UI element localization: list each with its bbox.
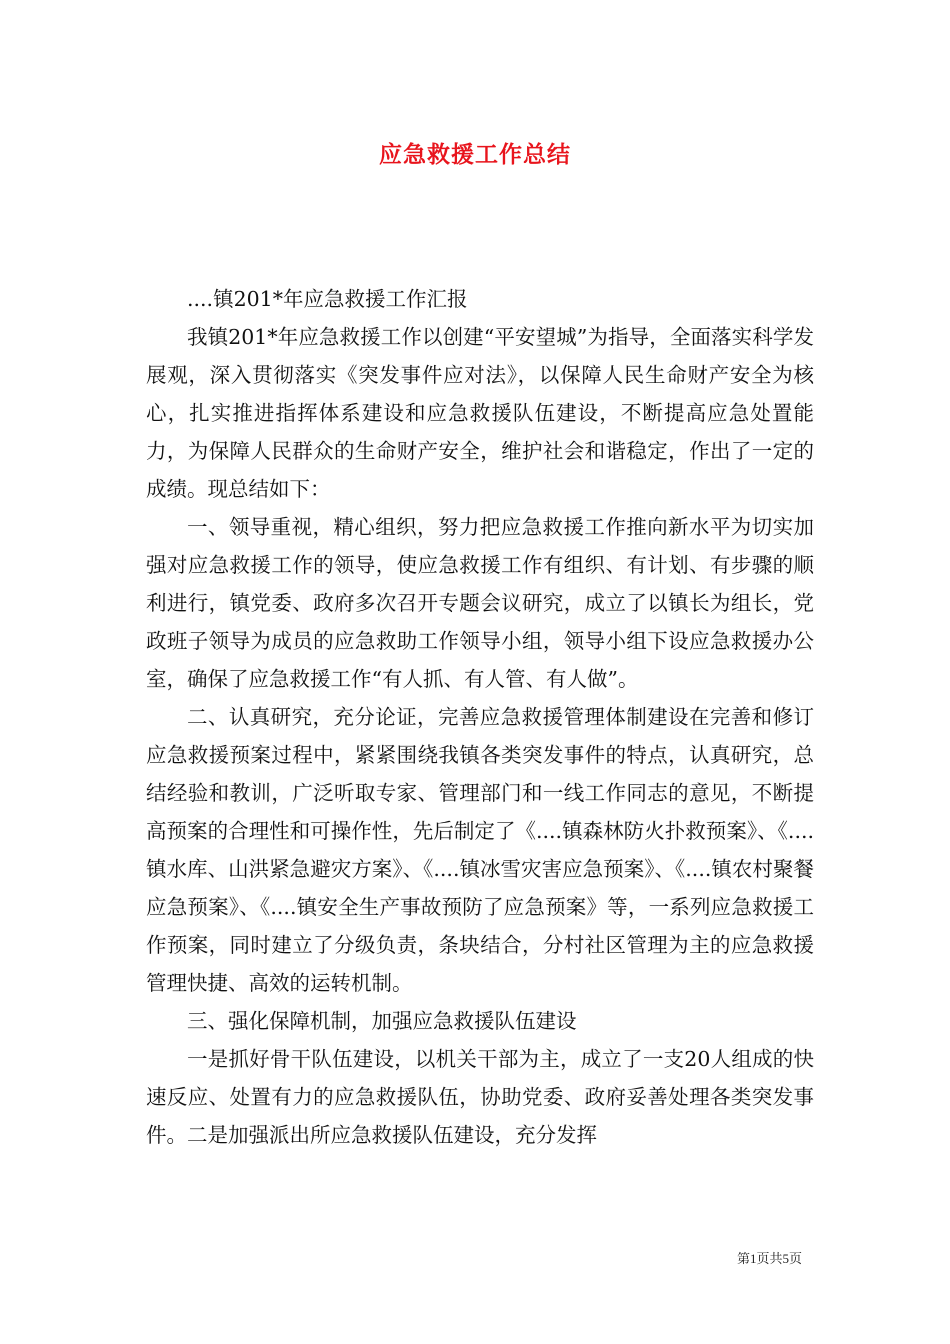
section-three-paragraph: 一是抓好骨干队伍建设，以机关干部为主，成立了一支20人组成的快速反应、处置有力的应急救援队伍，协助党委、政府妥善处理各类突发事件。二是加强派出所应急救援队伍建设，充分发挥 [146, 1047, 814, 1147]
section-three-heading: 三、强化保障机制，加强应急救援队伍建设 [187, 1009, 577, 1033]
document-body [146, 280, 814, 1154]
report-heading: ....镇201*年应急救援工作汇报 [187, 287, 468, 311]
intro-paragraph: 我镇201*年应急救援工作以创建“平安望城”为指导，全面落实科学发展观，深入贯彻落实《突发事件应对法》，以保障人民生命财产安全为核心，扎实推进指挥体系建设和应急救援队伍建设，不断提高应急处置能力，为保障人民群众的生命财产安全，维护社会和谐稳定，作出了一定的成绩。现总结如下： [146, 325, 814, 501]
page-title: 应急救援工作总结 [379, 142, 571, 168]
page-number: 第1页共5页 [736, 1251, 802, 1266]
section-two-paragraph: 二、认真研究，充分论证，完善应急救援管理体制建设在完善和修订应急救援预案过程中，紧紧围绕我镇各类突发事件的特点，认真研究，总结经验和教训，广泛听取专家、管理部门和一线工作同志的意见，不断提高预案的合理性和可操作性，先后制定了《....镇森林防火扑救预案》、《....镇水库、山洪紧急避灾方案》、《....镇冰雪灾害应急预案》、《....镇农村聚餐应急预案》、《....镇安全生产事故预防了应急预案》等，一系列应急救援工作预案，同时建立了分级负责，条块结合，分村社区管理为主的应急救援管理快捷、高效的运转机制。 [146, 705, 814, 995]
section-one-paragraph: 一、领导重视，精心组织，努力把应急救援工作推向新水平为切实加强对应急救援工作的领导，使应急救援工作有组织、有计划、有步骤的顺利进行，镇党委、政府多次召开专题会议研究，成立了以镇长为组长，党政班子领导为成员的应急救助工作领导小组，领导小组下设应急救援办公室，确保了应急救援工作“有人抓、有人管、有人做”。 [146, 515, 814, 691]
